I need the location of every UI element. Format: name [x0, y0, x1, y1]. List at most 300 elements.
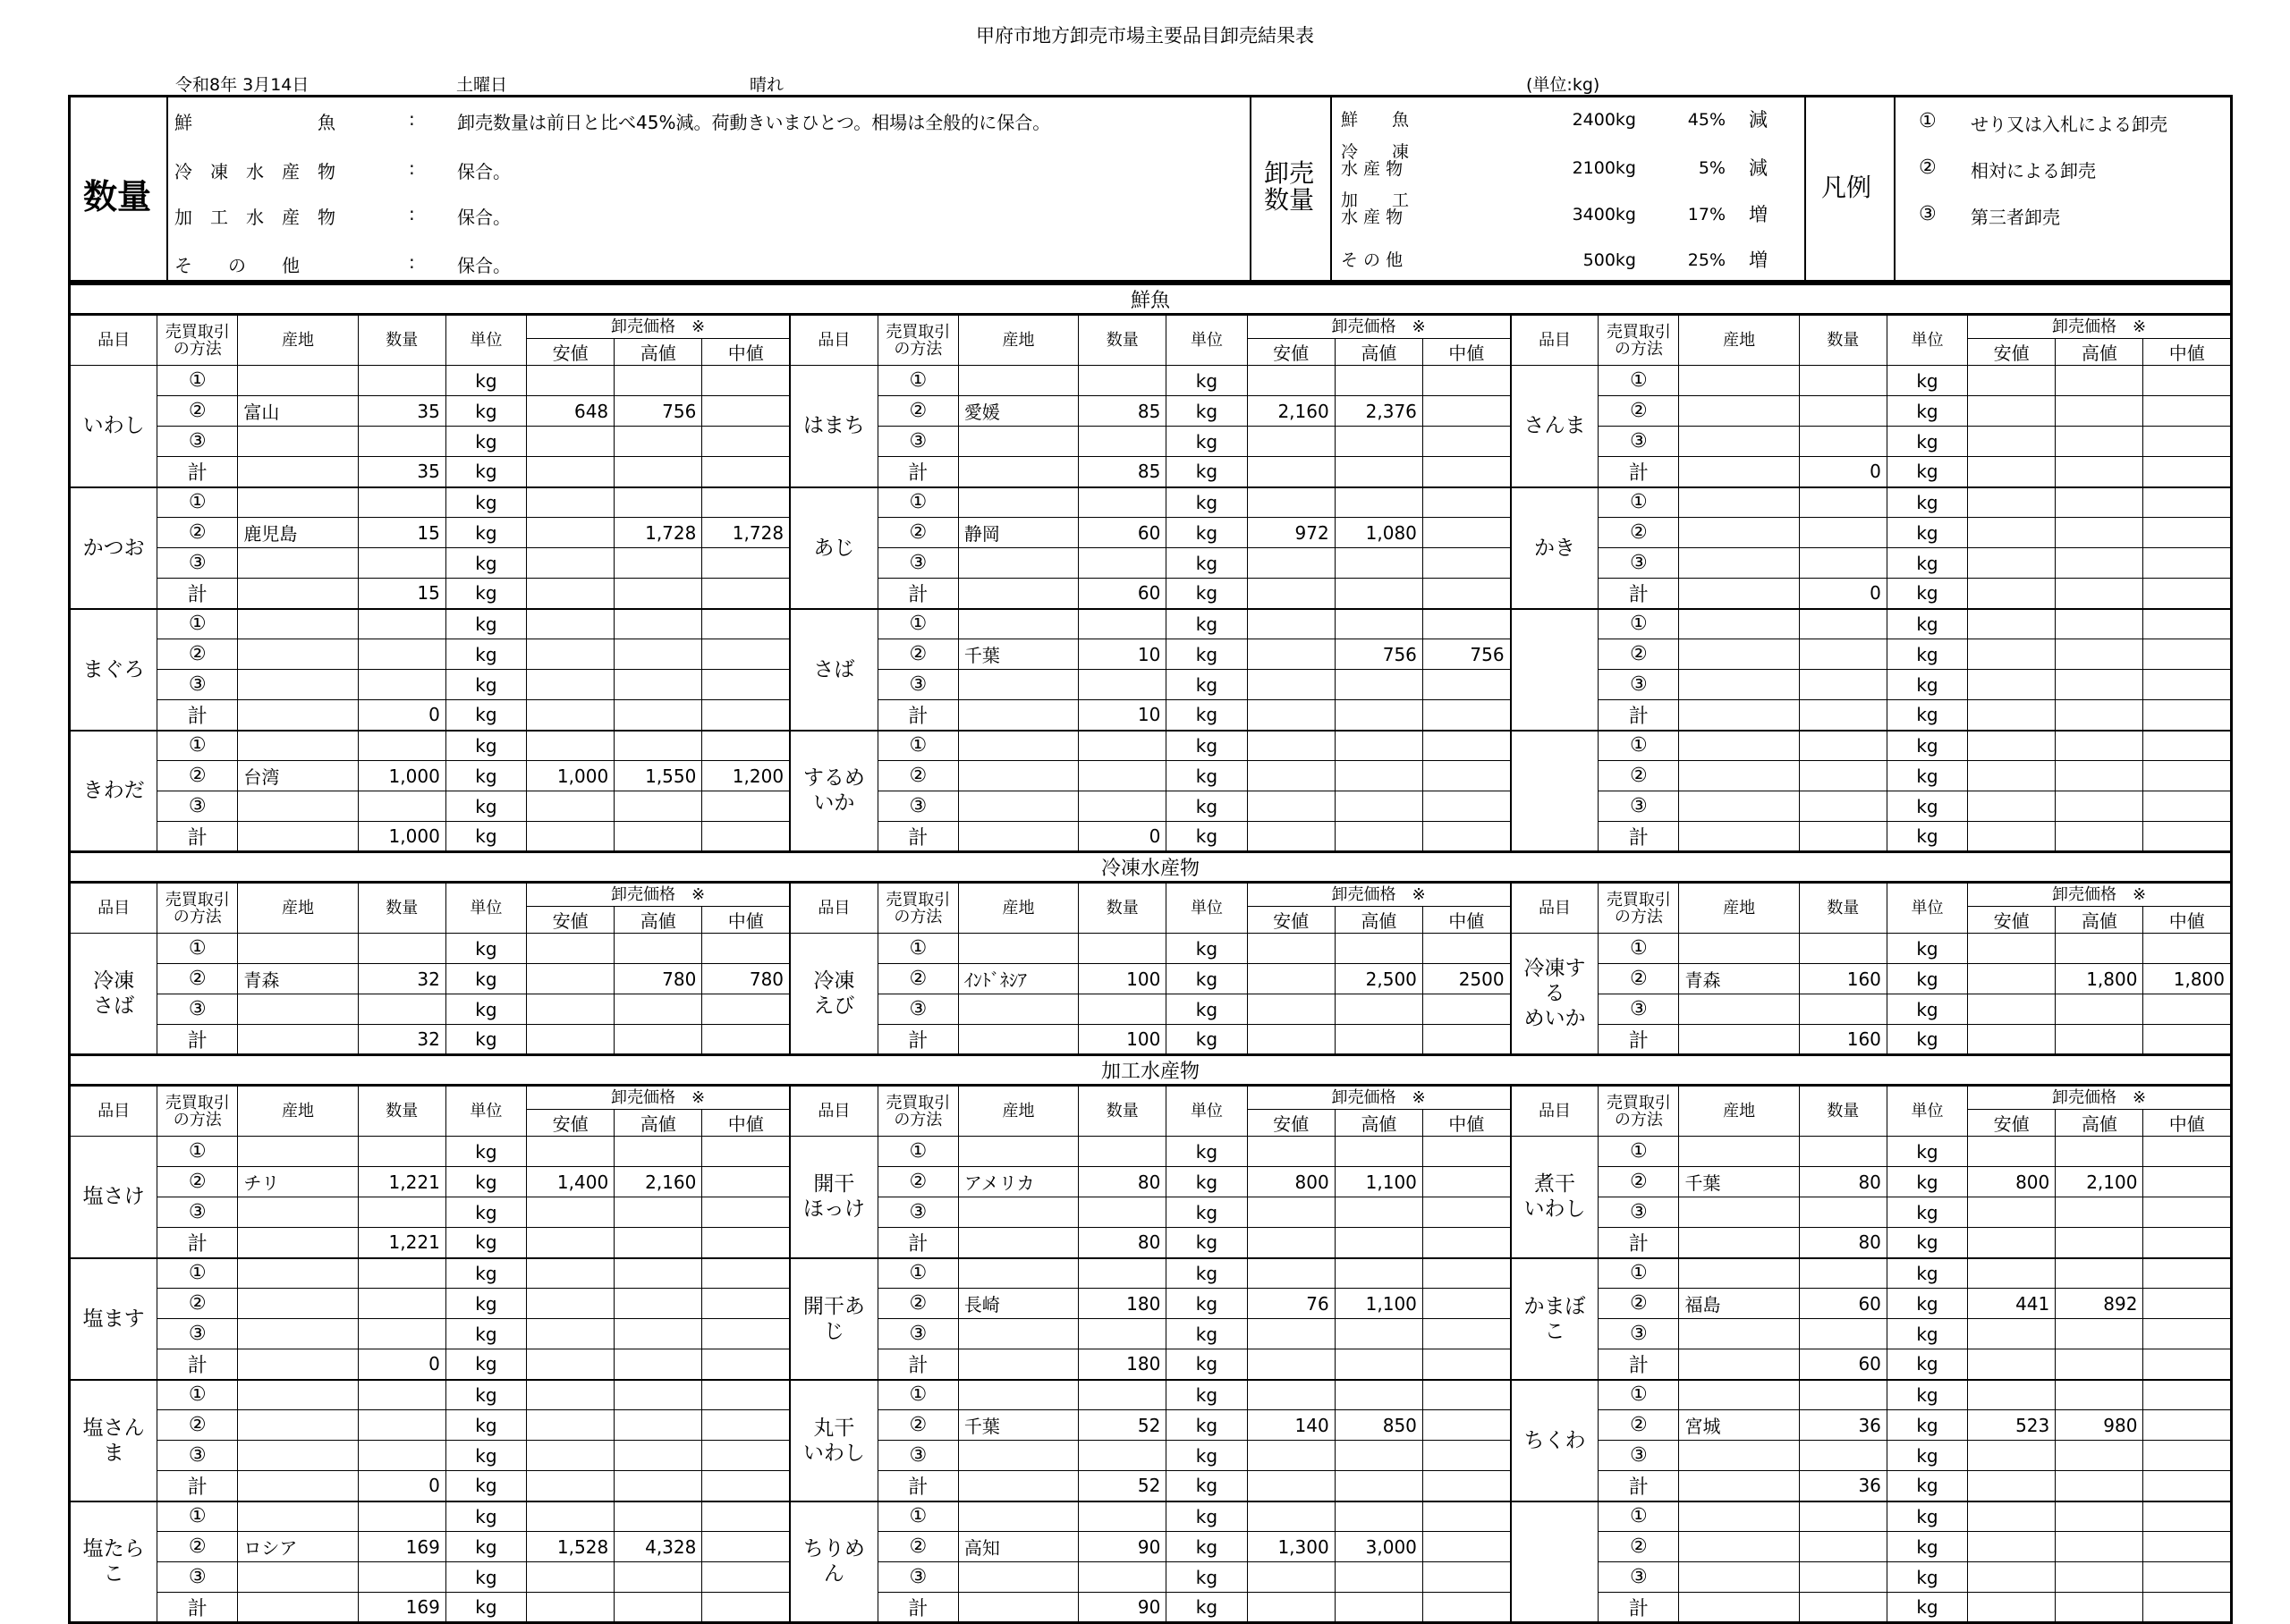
col-header-mid: 中値: [702, 907, 790, 934]
item-name: かまぼこ: [1511, 1258, 1599, 1380]
price-low-cell: 972: [1247, 518, 1335, 548]
col-header-item: 品目: [1511, 883, 1599, 934]
unit-cell: kg: [1166, 579, 1247, 609]
price-mid-cell: [1422, 700, 1510, 731]
col-header-origin: 産地: [238, 883, 358, 934]
table-row: [70, 396, 2232, 427]
total-qty-cell: 160: [1799, 1025, 1887, 1055]
price-mid-cell: [1422, 1562, 1510, 1593]
method-mark: ③: [878, 1197, 958, 1228]
price-low-cell: [1968, 700, 2056, 731]
price-high-cell: [1335, 427, 1422, 457]
origin-cell: [958, 1349, 1078, 1380]
method-mark: 計: [1599, 579, 1679, 609]
item-name: かき: [1511, 487, 1599, 609]
price-low-cell: [1968, 1562, 2056, 1593]
price-high-cell: [1335, 487, 1422, 518]
price-low-cell: [1968, 1258, 2056, 1289]
price-mid-cell: [2143, 1410, 2232, 1441]
origin-cell: [1679, 579, 1799, 609]
method-mark: ②: [157, 964, 238, 994]
price-high-cell: 4,328: [615, 1532, 702, 1562]
price-low-cell: [526, 964, 614, 994]
origin-cell: [958, 609, 1078, 639]
price-low-cell: [1968, 366, 2056, 396]
unit-cell: kg: [1887, 457, 1967, 487]
origin-cell: [238, 791, 358, 822]
method-mark: ①: [157, 1137, 238, 1167]
price-mid-cell: [1422, 1025, 1510, 1055]
origin-cell: [958, 1471, 1078, 1501]
qty-cell: [1079, 1197, 1166, 1228]
price-high-cell: [2056, 700, 2143, 731]
price-high-cell: [615, 731, 702, 761]
price-high-cell: [1335, 934, 1422, 964]
origin-cell: [1679, 457, 1799, 487]
qty-cell: [1079, 427, 1166, 457]
col-header-low: 安値: [1968, 907, 2056, 934]
price-low-cell: 140: [1247, 1410, 1335, 1441]
method-mark: ①: [157, 1380, 238, 1410]
unit-cell: kg: [1887, 427, 1967, 457]
qty-cell: [1079, 1258, 1166, 1289]
origin-cell: [1679, 1471, 1799, 1501]
price-low-cell: [1968, 791, 2056, 822]
table-row: [70, 1319, 2232, 1349]
price-low-cell: [526, 1137, 614, 1167]
method-mark: ①: [157, 1501, 238, 1532]
method-mark: ③: [157, 1319, 238, 1349]
origin-cell: [1679, 791, 1799, 822]
price-mid-cell: [702, 1137, 790, 1167]
origin-cell: [958, 579, 1078, 609]
price-high-cell: [1335, 366, 1422, 396]
summary-colon-3: :: [409, 251, 415, 273]
origin-cell: 愛媛: [958, 396, 1078, 427]
unit-cell: kg: [445, 366, 526, 396]
unit-cell: kg: [445, 1532, 526, 1562]
price-low-cell: [1968, 457, 2056, 487]
origin-cell: [238, 548, 358, 579]
unit-cell: kg: [445, 457, 526, 487]
qty-cell: 180: [1079, 1289, 1166, 1319]
legend-text-1: 相対による卸売: [1971, 160, 2096, 182]
method-mark: ③: [878, 994, 958, 1025]
table-row: [70, 761, 2232, 791]
unit-cell: kg: [1887, 1289, 1967, 1319]
qty-cell: [1799, 487, 1887, 518]
price-mid-cell: 2500: [1422, 964, 1510, 994]
legend-text-2: 第三者卸売: [1971, 207, 2060, 228]
col-header-method: 売買取引 の方法: [1599, 315, 1679, 366]
price-high-cell: [615, 822, 702, 852]
col-header-origin: 産地: [958, 883, 1078, 934]
unit-cell: kg: [1887, 994, 1967, 1025]
price-mid-cell: [702, 670, 790, 700]
summary-colon-2: :: [409, 203, 415, 224]
col-header-method: 売買取引 の方法: [157, 315, 238, 366]
summary-text-3: 保合。: [457, 255, 511, 276]
method-mark: 計: [1599, 1025, 1679, 1055]
price-mid-cell: [702, 1319, 790, 1349]
unit-cell: kg: [1166, 1197, 1247, 1228]
unit-cell: kg: [445, 994, 526, 1025]
price-high-cell: [615, 487, 702, 518]
price-high-cell: 1,100: [1335, 1167, 1422, 1197]
qty-cell: 36: [1799, 1410, 1887, 1441]
price-high-cell: [2056, 670, 2143, 700]
section-title: 加工水産物: [70, 1055, 2232, 1086]
price-low-cell: [1247, 670, 1335, 700]
qty-cell: 32: [358, 964, 445, 994]
unit-cell: kg: [445, 1137, 526, 1167]
price-mid-cell: [2143, 366, 2232, 396]
price-low-cell: [1247, 761, 1335, 791]
qty-cell: 169: [358, 1532, 445, 1562]
item-name: 開干あじ: [790, 1258, 878, 1380]
method-mark: ②: [157, 518, 238, 548]
method-mark: ①: [878, 609, 958, 639]
origin-cell: 静岡: [958, 518, 1078, 548]
price-high-cell: 850: [1335, 1410, 1422, 1441]
origin-cell: 千葉: [1679, 1167, 1799, 1197]
price-mid-cell: [2143, 1532, 2232, 1562]
col-header-unit: 単位: [1166, 883, 1247, 934]
price-mid-cell: [1422, 487, 1510, 518]
price-high-cell: 2,160: [615, 1167, 702, 1197]
table-row: [70, 548, 2232, 579]
price-high-cell: [2056, 457, 2143, 487]
price-mid-cell: [1422, 1167, 1510, 1197]
summary-cat-3: そ の 他: [174, 255, 300, 276]
origin-cell: [238, 487, 358, 518]
price-high-cell: [2056, 366, 2143, 396]
unit-cell: kg: [445, 548, 526, 579]
price-mid-cell: [1422, 1197, 1510, 1228]
unit-cell: kg: [1166, 1562, 1247, 1593]
price-high-cell: [1335, 1593, 1422, 1623]
col-header-qty: 数量: [1799, 883, 1887, 934]
method-mark: ②: [878, 1410, 958, 1441]
unit-cell: kg: [1887, 791, 1967, 822]
unit-cell: kg: [445, 791, 526, 822]
table-row: [70, 1380, 2232, 1410]
col-header-high: 高値: [615, 1110, 702, 1137]
total-qty-cell: [1799, 822, 1887, 852]
method-mark: ②: [1599, 396, 1679, 427]
unit-cell: kg: [445, 487, 526, 518]
total-qty-cell: 0: [1079, 822, 1166, 852]
price-mid-cell: [702, 1593, 790, 1623]
price-mid-cell: 1,800: [2143, 964, 2232, 994]
table-row: [70, 822, 2232, 852]
price-low-cell: [526, 1471, 614, 1501]
col-header-low: 安値: [1247, 907, 1335, 934]
price-mid-cell: [1422, 761, 1510, 791]
qty-cell: [1799, 1258, 1887, 1289]
method-mark: ①: [157, 609, 238, 639]
origin-cell: [1679, 609, 1799, 639]
quantity-label: 数量: [83, 177, 152, 216]
method-mark: ②: [878, 639, 958, 670]
col-header-low: 安値: [1247, 339, 1335, 366]
price-high-cell: [1335, 700, 1422, 731]
col-header-origin: 産地: [1679, 1086, 1799, 1137]
origin-cell: [1679, 670, 1799, 700]
price-high-cell: [2056, 1441, 2143, 1471]
price-low-cell: [526, 427, 614, 457]
method-mark: 計: [878, 700, 958, 731]
origin-cell: [1679, 731, 1799, 761]
summary-cat-1: 冷 凍 水 産 物: [174, 161, 335, 182]
price-low-cell: [1968, 994, 2056, 1025]
price-mid-cell: [702, 822, 790, 852]
table-row: [70, 1289, 2232, 1319]
price-high-cell: [615, 1289, 702, 1319]
unit-cell: kg: [445, 1025, 526, 1055]
table-row: [70, 1258, 2232, 1289]
unit-cell: kg: [1887, 731, 1967, 761]
table-row: [70, 639, 2232, 670]
price-low-cell: [1968, 1137, 2056, 1167]
origin-cell: [238, 609, 358, 639]
price-low-cell: [1968, 1349, 2056, 1380]
unit-cell: kg: [445, 700, 526, 731]
price-low-cell: [1968, 487, 2056, 518]
unit-cell: kg: [1166, 1258, 1247, 1289]
price-mid-cell: [1422, 457, 1510, 487]
price-mid-cell: [2143, 1349, 2232, 1380]
table-row: [70, 487, 2232, 518]
total-qty-cell: 169: [358, 1593, 445, 1623]
unit-cell: kg: [1166, 761, 1247, 791]
col-header-qty: 数量: [1079, 883, 1166, 934]
qty-cell: 35: [358, 396, 445, 427]
table-row: [70, 315, 2232, 339]
page-title: 甲府市地方卸売市場主要品目卸売結果表: [976, 25, 1314, 47]
price-low-cell: [526, 639, 614, 670]
item-name: 塩たらこ: [70, 1501, 157, 1623]
col-header-qty: 数量: [1079, 315, 1166, 366]
price-low-cell: [1968, 964, 2056, 994]
price-high-cell: 756: [615, 396, 702, 427]
price-low-cell: [1968, 548, 2056, 579]
price-high-cell: [1335, 994, 1422, 1025]
method-mark: ①: [1599, 731, 1679, 761]
price-low-cell: [1968, 731, 2056, 761]
col-header-mid: 中値: [702, 1110, 790, 1137]
qty-cell: 100: [1079, 964, 1166, 994]
origin-cell: [958, 1380, 1078, 1410]
col-header-high: 高値: [1335, 907, 1422, 934]
price-high-cell: [1335, 822, 1422, 852]
wholesale-pct-3: 25%: [1687, 250, 1726, 270]
price-low-cell: [526, 1025, 614, 1055]
col-header-price: 卸売価格 ※: [1247, 1086, 1511, 1110]
price-high-cell: 780: [615, 964, 702, 994]
qty-cell: 160: [1799, 964, 1887, 994]
qty-cell: [358, 1380, 445, 1410]
method-mark: ②: [157, 1167, 238, 1197]
unit-cell: kg: [1166, 1501, 1247, 1532]
table-row: [70, 1410, 2232, 1441]
table-row: [70, 1562, 2232, 1593]
price-low-cell: [526, 700, 614, 731]
method-mark: 計: [878, 579, 958, 609]
qty-cell: [358, 609, 445, 639]
price-mid-cell: [2143, 609, 2232, 639]
legend-label: 凡例: [1820, 173, 1871, 202]
item-name: 塩さんま: [70, 1380, 157, 1501]
price-mid-cell: [2143, 1471, 2232, 1501]
total-qty-cell: 0: [358, 1349, 445, 1380]
item-name: ちくわ: [1511, 1380, 1599, 1501]
unit-cell: kg: [1166, 1380, 1247, 1410]
qty-cell: 1,221: [358, 1167, 445, 1197]
qty-cell: [358, 1441, 445, 1471]
origin-cell: [1679, 1228, 1799, 1258]
wholesale-dir-1: 減: [1749, 157, 1768, 179]
method-mark: ③: [157, 548, 238, 579]
origin-cell: [958, 1441, 1078, 1471]
method-mark: ②: [1599, 1289, 1679, 1319]
col-header-method: 売買取引 の方法: [878, 315, 958, 366]
col-header-high: 高値: [615, 907, 702, 934]
method-mark: ③: [157, 427, 238, 457]
price-mid-cell: [2143, 1197, 2232, 1228]
table-row: [70, 457, 2232, 487]
item-name: [1511, 609, 1599, 731]
method-mark: ②: [878, 396, 958, 427]
qty-cell: [358, 994, 445, 1025]
price-low-cell: [1247, 366, 1335, 396]
price-mid-cell: [702, 1562, 790, 1593]
item-name: さんま: [1511, 366, 1599, 487]
price-mid-cell: [702, 609, 790, 639]
wholesale-pct-2: 17%: [1687, 205, 1726, 224]
price-high-cell: [1335, 1501, 1422, 1532]
unit-cell: kg: [1887, 1167, 1967, 1197]
qty-cell: [1799, 1532, 1887, 1562]
qty-cell: [1799, 548, 1887, 579]
item-name: 冷凍 えび: [790, 934, 878, 1055]
total-qty-cell: 60: [1079, 579, 1166, 609]
origin-cell: [958, 366, 1078, 396]
qty-cell: [358, 639, 445, 670]
method-mark: ②: [878, 1289, 958, 1319]
price-low-cell: [1247, 1228, 1335, 1258]
col-header-origin: 産地: [958, 315, 1078, 366]
unit-cell: kg: [445, 822, 526, 852]
unit-cell: kg: [1887, 1258, 1967, 1289]
origin-cell: チリ: [238, 1167, 358, 1197]
origin-cell: 鹿児島: [238, 518, 358, 548]
method-mark: ③: [1599, 1441, 1679, 1471]
method-mark: ②: [157, 761, 238, 791]
col-header-price: 卸売価格 ※: [1968, 315, 2232, 339]
table-row: [70, 1349, 2232, 1380]
col-header-price: 卸売価格 ※: [1968, 883, 2232, 907]
price-low-cell: 523: [1968, 1410, 2056, 1441]
summary-text-1: 保合。: [457, 161, 511, 182]
price-mid-cell: [702, 1167, 790, 1197]
origin-cell: [238, 1471, 358, 1501]
price-low-cell: 1,400: [526, 1167, 614, 1197]
origin-cell: [958, 427, 1078, 457]
price-low-cell: 800: [1968, 1167, 2056, 1197]
unit-cell: kg: [1166, 487, 1247, 518]
total-qty-cell: 0: [358, 700, 445, 731]
unit-cell: kg: [1166, 1593, 1247, 1623]
origin-cell: [1679, 934, 1799, 964]
price-high-cell: [2056, 639, 2143, 670]
origin-cell: 高知: [958, 1532, 1078, 1562]
price-low-cell: 800: [1247, 1167, 1335, 1197]
qty-cell: [358, 1410, 445, 1441]
origin-cell: [1679, 639, 1799, 670]
price-high-cell: 1,728: [615, 518, 702, 548]
price-high-cell: [2056, 609, 2143, 639]
unit-cell: kg: [1166, 457, 1247, 487]
col-header-method: 売買取引 の方法: [878, 883, 958, 934]
item-name: ちりめん: [790, 1501, 878, 1623]
qty-cell: [1799, 1501, 1887, 1532]
origin-cell: [1679, 761, 1799, 791]
col-header-origin: 産地: [1679, 883, 1799, 934]
method-mark: ②: [878, 761, 958, 791]
method-mark: 計: [878, 822, 958, 852]
method-mark: ③: [878, 791, 958, 822]
price-high-cell: [1335, 1137, 1422, 1167]
price-high-cell: [2056, 487, 2143, 518]
col-header-low: 安値: [1968, 339, 2056, 366]
method-mark: ②: [1599, 761, 1679, 791]
qty-cell: [358, 731, 445, 761]
qty-cell: [1799, 994, 1887, 1025]
unit-cell: kg: [1887, 700, 1967, 731]
unit-cell: kg: [1166, 548, 1247, 579]
table-row: [70, 1167, 2232, 1197]
price-mid-cell: [1422, 1137, 1510, 1167]
origin-cell: [958, 487, 1078, 518]
wholesale-cat-1: 冷 凍 水 産 物: [1341, 142, 1410, 179]
price-mid-cell: [702, 366, 790, 396]
price-mid-cell: [702, 1228, 790, 1258]
origin-cell: [958, 548, 1078, 579]
unit-cell: kg: [1887, 1228, 1967, 1258]
qty-cell: [1799, 1319, 1887, 1349]
origin-cell: [238, 670, 358, 700]
total-qty-cell: [1799, 700, 1887, 731]
qty-cell: 15: [358, 518, 445, 548]
total-qty-cell: 0: [1799, 457, 1887, 487]
method-mark: ③: [1599, 994, 1679, 1025]
unit-cell: kg: [1887, 1137, 1967, 1167]
price-low-cell: [1968, 934, 2056, 964]
col-header-high: 高値: [2056, 1110, 2143, 1137]
col-header-price: 卸売価格 ※: [526, 315, 790, 339]
item-name: 開干 ほっけ: [790, 1137, 878, 1258]
method-mark: 計: [157, 579, 238, 609]
origin-cell: [1679, 487, 1799, 518]
qty-cell: [1079, 731, 1166, 761]
origin-cell: [1679, 1532, 1799, 1562]
origin-cell: [1679, 1501, 1799, 1532]
price-low-cell: 441: [1968, 1289, 2056, 1319]
qty-cell: [1799, 366, 1887, 396]
price-mid-cell: [2143, 1380, 2232, 1410]
unit-cell: kg: [1887, 1349, 1967, 1380]
